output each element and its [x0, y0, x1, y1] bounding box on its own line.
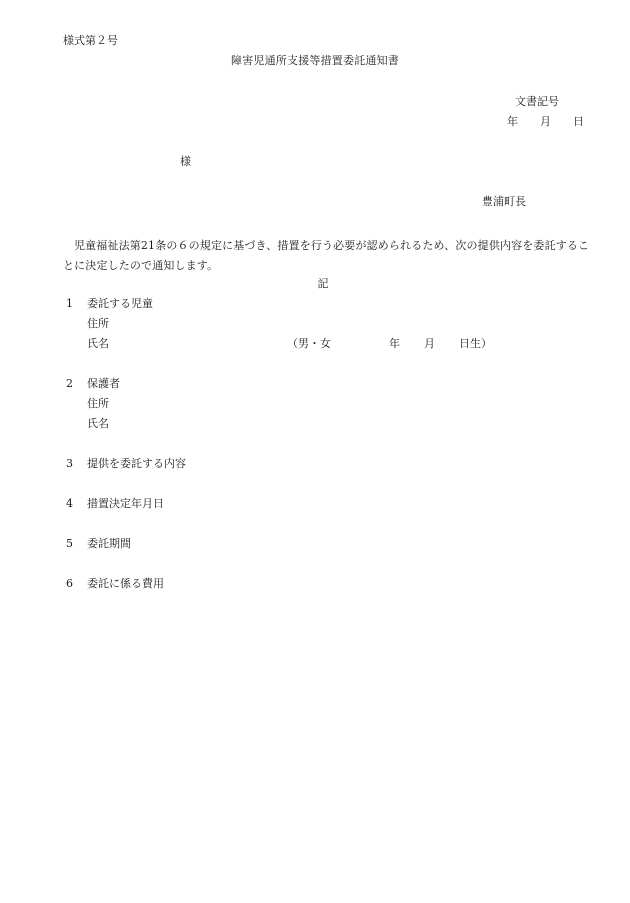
date-day-label: 日: [573, 115, 584, 128]
item-number: 1: [66, 297, 73, 310]
item-label-child: 委託する児童: [87, 297, 153, 310]
item-number: 4: [66, 497, 73, 510]
item-label-cost: 委託に係る費用: [87, 577, 164, 590]
date-year-label: 年: [507, 115, 518, 128]
item-label-guardian: 保護者: [87, 377, 120, 390]
item-label-content: 提供を委託する内容: [87, 457, 186, 470]
item-label-period: 委託期間: [87, 537, 131, 550]
form-number: 様式第２号: [63, 34, 118, 47]
child-sex-birth-line: [287, 338, 492, 349]
item-number: 5: [66, 537, 73, 550]
notice-body-text: 児童福祉法第21条の６の規定に基づき、措置を行う必要が認められるため、次の提供内容を委託することに決定したので通知します。: [63, 239, 590, 272]
birth-day-label: 日生）: [459, 337, 492, 350]
guardian-address-label: 住所: [87, 397, 109, 410]
page-title: 障害児通所支援等措置委託通知書: [231, 54, 399, 67]
child-name-label: 氏名: [87, 337, 109, 350]
item-label-decision-date: 措置決定年月日: [87, 497, 164, 510]
item-number: 3: [66, 457, 73, 470]
birth-month-label: 月: [424, 337, 435, 350]
child-address-label: 住所: [87, 317, 109, 330]
sender-name: 豊浦町長: [482, 195, 526, 208]
item-number: 2: [66, 377, 73, 390]
document-number-label: 文書記号: [515, 95, 559, 108]
date-month-label: 月: [540, 115, 551, 128]
child-sex-label: （男・女: [287, 337, 331, 350]
item-number: 6: [66, 577, 73, 590]
ki-heading: 記: [317, 277, 329, 290]
guardian-name-label: 氏名: [87, 417, 109, 430]
birth-year-label: 年: [389, 337, 400, 350]
addressee-suffix: 様: [180, 155, 191, 168]
date-line: [507, 116, 584, 127]
